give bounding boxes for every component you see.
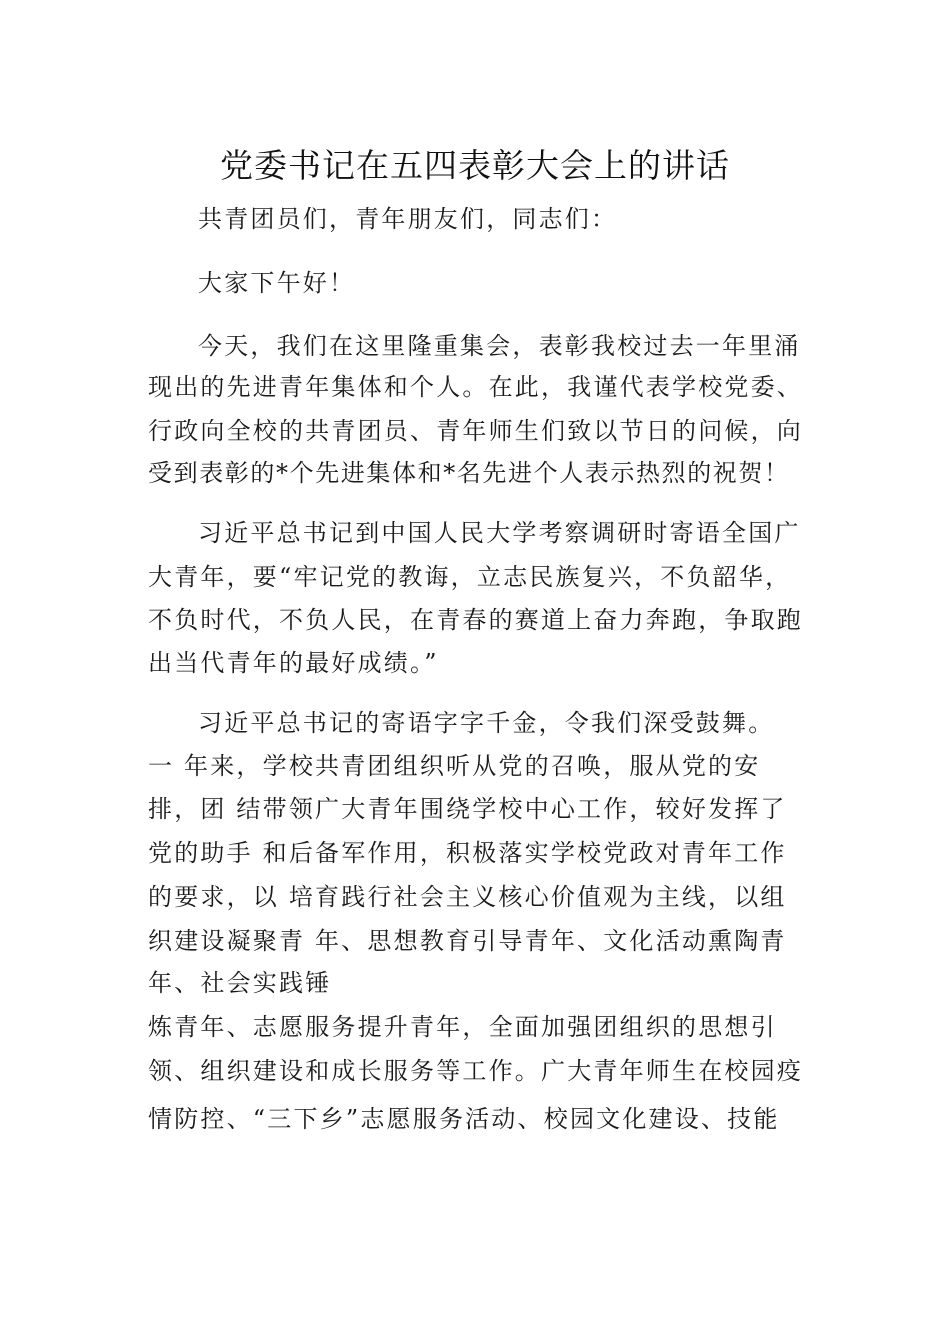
paragraph-line: 炼青年、志愿服务提升青年，全面加强团组织的思想引 bbox=[148, 1013, 777, 1041]
paragraph-line: 的要求，以 培育践行社会主义核心价值观为主线，以组 bbox=[148, 883, 787, 911]
document-title: 党委书记在五四表彰大会上的讲话 bbox=[220, 146, 730, 185]
paragraph-line: 领、组织建设和成长服务等工作。广大青年师生在校园疫 bbox=[148, 1057, 803, 1085]
paragraph-line: 不负时代，不负人民，在青春的赛道上奋力奔跑，争取跑 bbox=[148, 606, 803, 634]
paragraph-line: 出当代青年的最好成绩。” bbox=[148, 649, 439, 677]
paragraph-line: 一 年来，学校共青团组织听从党的召唤，服从党的安 bbox=[148, 752, 761, 780]
paragraph-line: 行政向全校的共青团员、青年师生们致以节日的问候，向 bbox=[148, 417, 803, 445]
paragraph-line: 习近平总书记到中国人民大学考察调研时寄语全国广 bbox=[198, 519, 801, 547]
paragraph-line: 今天，我们在这里隆重集会，表彰我校过去一年里涌 bbox=[198, 332, 801, 360]
paragraph-line: 织建设凝聚青 年、思想教育引导青年、文化活动熏陶青 bbox=[148, 927, 787, 955]
paragraph-line: 现出的先进青年集体和个人。在此，我谨代表学校党委、 bbox=[148, 373, 803, 401]
paragraph-line: 情防控、“三下乡”志愿服务活动、校园文化建设、技能 bbox=[148, 1105, 780, 1133]
paragraph-line: 习近平总书记的寄语字字千金，令我们深受鼓舞。 bbox=[198, 709, 775, 737]
greeting-line: 大家下午好！ bbox=[198, 269, 356, 297]
salutation-line: 共青团员们，青年朋友们，同志们： bbox=[198, 205, 618, 233]
paragraph-line: 大青年，要“牢记党的教诲，立志民族复兴，不负韶华， bbox=[148, 563, 792, 591]
paragraph-line: 排，团 结带领广大青年围绕学校中心工作，较好发挥了 bbox=[148, 795, 787, 823]
paragraph-line: 年、社会实践锤 bbox=[148, 969, 332, 997]
paragraph-line: 党的助手 和后备军作用，积极落实学校党政对青年工作 bbox=[148, 839, 787, 867]
paragraph-line: 受到表彰的*个先进集体和*名先进个人表示热烈的祝贺！ bbox=[148, 459, 790, 487]
